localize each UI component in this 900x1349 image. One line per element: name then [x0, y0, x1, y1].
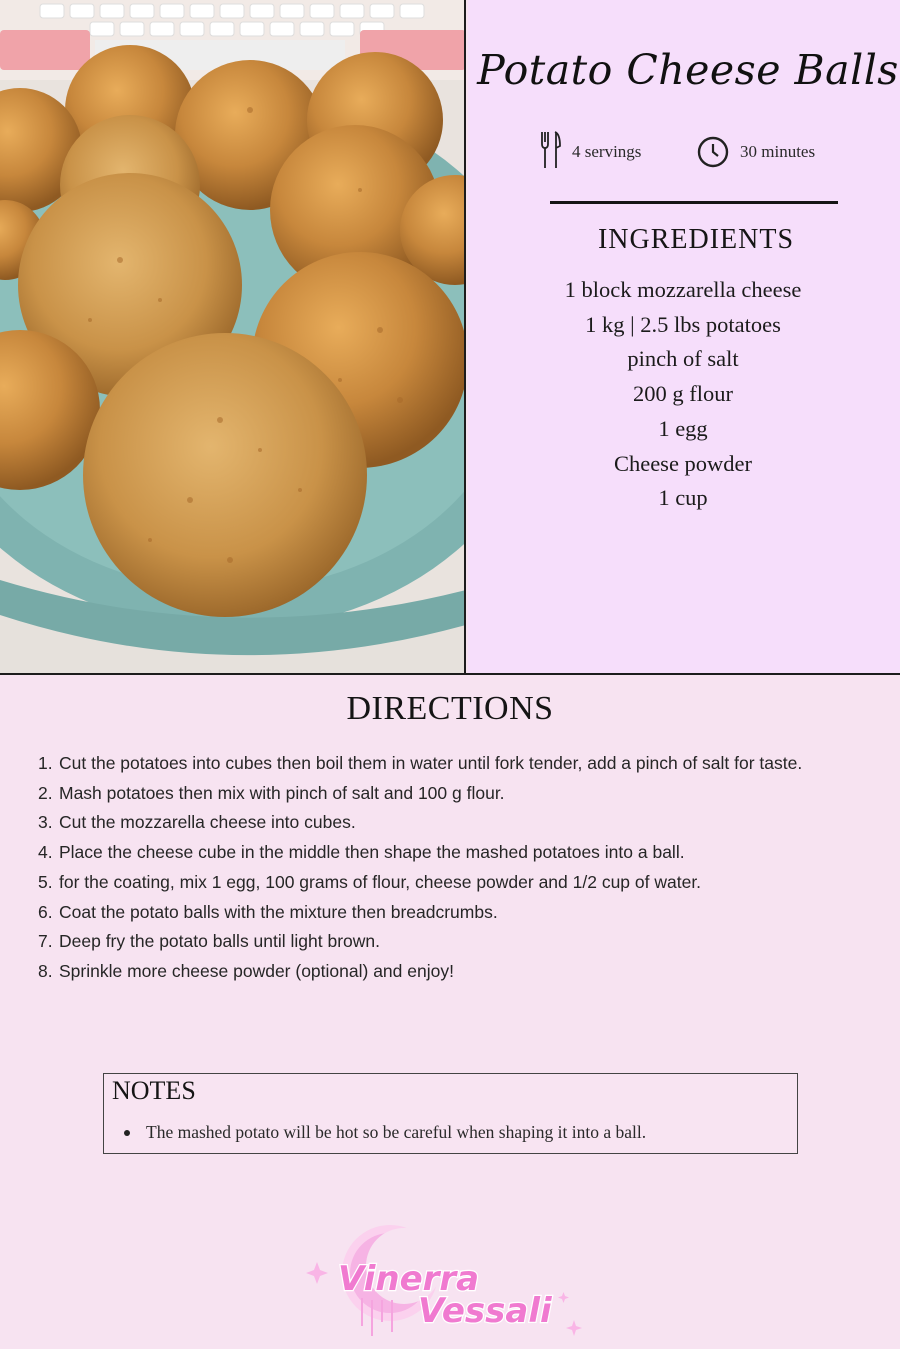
time-text: 30 minutes	[740, 141, 816, 161]
ingredients-heading: INGREDIENTS	[597, 224, 795, 255]
note-text: The mashed potato will be hot so be careful when shaping it into a ball.	[146, 1122, 647, 1142]
directions-list	[36, 749, 856, 987]
brand-logo-graphic	[300, 1218, 590, 1343]
step-text: Place the cheese cube in the middle then shape the mashed potatoes into a ball.	[59, 842, 685, 863]
ingredient-item: pinch of salt	[627, 346, 739, 372]
ingredient-item: 1 egg	[658, 415, 708, 441]
direction-step	[36, 957, 856, 987]
ingredient-item: 1 block mozzarella cheese	[564, 277, 802, 302]
step-number: 4.	[38, 842, 53, 863]
recipe-title: Potato Cheese Balls	[477, 46, 899, 94]
fork-knife-icon	[540, 130, 562, 174]
notes-box	[103, 1073, 798, 1154]
step-number: 6.	[38, 901, 53, 922]
recipe-photo	[0, 0, 466, 673]
time-info	[696, 130, 815, 173]
ingredient-item: 1 cup	[658, 485, 708, 511]
ingredient-item: Cheese powder	[613, 450, 753, 476]
ingredients-list	[468, 273, 898, 516]
direction-step	[36, 868, 856, 898]
clock-icon	[696, 130, 730, 173]
recipe-card	[468, 0, 900, 673]
step-text: Mash potatoes then mix with pinch of salt and 100 g flour.	[59, 782, 505, 803]
step-number: 3.	[38, 812, 53, 833]
divider	[550, 201, 838, 204]
ingredient-item: 1 kg | 2.5 lbs potatoes	[585, 311, 781, 337]
direction-step	[36, 779, 856, 809]
step-text: Coat the potato balls with the mixture then breadcrumbs.	[59, 901, 498, 922]
directions-heading: DIRECTIONS	[346, 690, 554, 727]
step-text: Cut the potatoes into cubes then boil them in water until fork tender, add a pinch of salt for taste.	[59, 753, 803, 773]
step-number: 2.	[38, 782, 53, 803]
direction-step	[36, 838, 856, 868]
potato-balls-photo	[0, 0, 466, 673]
step-number: 1.	[38, 753, 53, 773]
direction-step	[36, 898, 856, 928]
direction-step	[36, 749, 856, 779]
step-number: 7.	[38, 931, 53, 952]
direction-step	[36, 808, 856, 838]
notes-title: NOTES	[112, 1076, 196, 1105]
logo-text-line2: Vessali	[418, 1291, 552, 1331]
bullet-icon	[124, 1130, 130, 1136]
servings-text: 4 servings	[572, 142, 642, 161]
step-number: 5.	[38, 871, 53, 892]
ingredient-item: 200 g flour	[633, 381, 733, 407]
servings-info	[540, 130, 641, 174]
logo-text-line1: Vinerra	[338, 1259, 480, 1299]
step-text: Sprinkle more cheese powder (optional) and enjoy!	[59, 960, 454, 981]
step-text: Deep fry the potato balls until light brown.	[59, 931, 381, 952]
step-number: 8.	[38, 960, 53, 981]
direction-step	[36, 927, 856, 957]
recipe-meta	[468, 130, 900, 176]
step-text: Cut the mozzarella cheese into cubes.	[59, 812, 356, 833]
note-item	[124, 1122, 646, 1143]
step-text: for the coating, mix 1 egg, 100 grams of flour, cheese powder and 1/2 cup of water.	[59, 871, 702, 892]
brand-logo	[300, 1218, 590, 1343]
